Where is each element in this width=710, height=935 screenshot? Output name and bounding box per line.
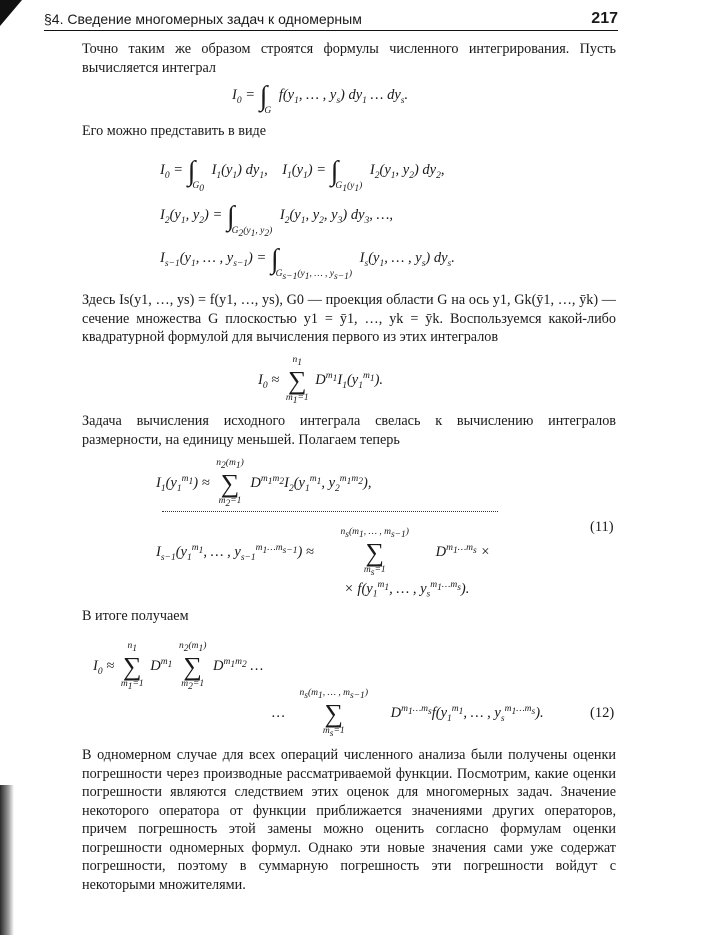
scan-edge-shadow [0, 785, 14, 935]
formula-final-2: … $n_s(m_1$, … , $m_{s-1}$) ∑ $m_s=1$ $D^{m_1\dots m_s}f(y_1^{m_1}$, … , $y_s^{m_1\dots m_s}$). [272, 688, 544, 739]
page-number: 217 [591, 10, 618, 27]
section-title: §4. Сведение многомерных задач к одномерным [44, 11, 362, 27]
formula-quadrature-first: $I_0$ ≈ $n_1$ ∑ $m_1=1$ $D^{m_1}I_1(y_1^{m_1})$. [258, 355, 384, 406]
running-header [44, 8, 618, 31]
formula-step-2: $I_1(y_1^{m_1})$ ≈ $n_2(m_1)$ ∑ $m_2=1$ $D^{m_1m_2}I_2(y_1^{m_1}$, $y_2^{m_1m_2}$), [156, 458, 372, 509]
paragraph-represent: Его можно представить в виде [82, 123, 267, 139]
formula-step-s-cont: × $f(y_1^{m_1}$, … , $y_s^{m_1\dots m_s}$). [344, 580, 470, 600]
formula-final-1: $I_0$ ≈ $n_1$ ∑ $m_1=1$ $D^{m_1}$ $n_2(m_1)$ ∑ $m_2=1$ $D^{m_1m_2}$ … [93, 641, 264, 692]
formula-integral-i0: $I_0 = \int_G$ $f(y_1$, … , $y_s$) $dy_1$ … $dy_s$. [232, 81, 409, 116]
formula-iterated-3: $I_{s-1}(y_1$, … , $y_{s-1}) = \int_{G_{s-1}(y_1, \dots , y_{s-1})}$ $I_s(y_1$, … , $y_s$) $dy_s$. [160, 244, 455, 282]
formula-iterated-1: $I_0 = \int_{G_0}$ $I_1(y_1)$ $dy_1$, $I_1(y_1) = \int_{G_1(y_1)}$ $I_2(y_1$, $y_2$) $dy_2$, [160, 156, 445, 194]
scan-corner-shadow [0, 0, 22, 26]
paragraph-definitions: Здесь Is(y1, …, ys) = f(y1, …, ys), G0 — проекция области G на ось y1, Gk(ȳ1, …, ȳk) — сечение множества G плоскостью y1 = ȳ1, …, yk = ȳk. Воспользуемся какой-либо квадратурной формулой для вычисления первого из этих интегралов [82, 292, 616, 345]
formula-iterated-2: $I_2(y_1$, $y_2) = \int_{G_2(y_1, y_2)}$ $I_2(y_1$, $y_2$, $y_3$) $dy_3$, …, [160, 201, 394, 239]
paragraph-intro: Точно таким же образом строятся формулы численного интегрирования. Пусть вычисляется интеграл [82, 41, 616, 76]
equation-number-12: (12) [590, 705, 615, 721]
formula-step-s: $I_{s-1}(y_1^{m_1}$, … , $y_{s-1}^{m_1\dots m_{s-1}}$) ≈ $n_s(m_1$, … , $m_{s-1}$) ∑ $m_s=1$ $D^{m_1\dots m_s}$ × [156, 527, 491, 578]
paragraph-error-estimates: В одномерном случае для всех операций численного анализа были получены оценки погрешности через производные рассматриваемой функции. Посмотрим, какие оценки погрешности являются следствием этих оценок для многомерных задач. Значение некоторого оператора от функции приближается значениями других операторов, причем погрешность этой замены можно оценить согласно формулам оценки погрешности одномерных формул. Однако эти новые значения сами уже содержат погрешности, поэтому в суммарную погрешность эти погрешности войдут с некоторыми множителями. [82, 747, 616, 893]
equation-number-11: (11) [590, 519, 614, 535]
paragraph-reduction: Задача вычисления исходного интеграла свелась к вычислению интегралов размерности, на единицу меньшей. Полагаем теперь [82, 413, 616, 448]
paragraph-result: В итоге получаем [82, 608, 189, 624]
ellipsis-rule [162, 511, 498, 512]
